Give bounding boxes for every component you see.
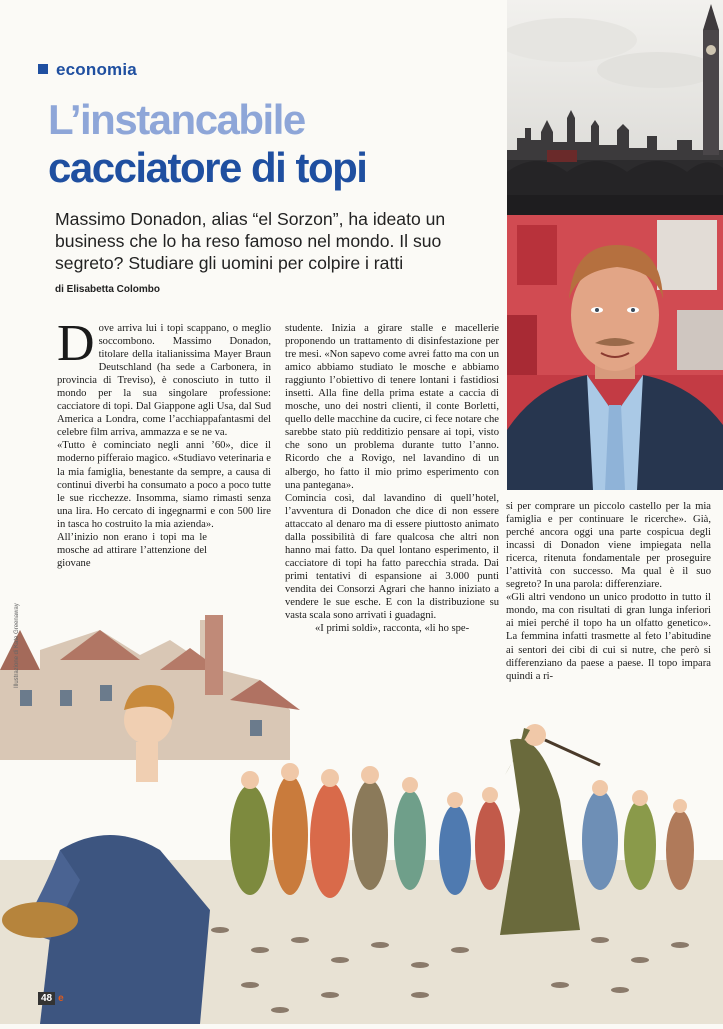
paragraph: All’inizio non erano i topi ma le mosche ad attirare l’attenzione del giovane <box>57 531 207 569</box>
body-column-2 <box>285 322 499 635</box>
body-column-1 <box>57 315 271 570</box>
paragraph: Dove arriva lui i topi scappano, o meglio soccombono. Massimo Donadon, titolare della italianissima Mayer Braun Deutschland (ha sede a Carbonera, in provincia di Treviso), è conosciuto in tutto il mondo per la sua singolare professione: cacciatore di topi. Dal Giappone agli Usa, dal Sud America a Londra, come l’acchiappafantasmi del celebre film arriva, ammazza e se ne va. <box>57 315 271 439</box>
london-skyline-photo <box>507 0 723 215</box>
section-label <box>38 60 137 80</box>
square-bullet-icon <box>38 64 48 74</box>
body-column-3 <box>506 500 711 683</box>
donadon-portrait-photo <box>507 215 723 490</box>
page-folio <box>38 992 64 1005</box>
illustration-credit-text: Illustrazione di Kate Greenaway <box>14 603 20 688</box>
section-label-text: economia <box>56 60 137 79</box>
title-line-2: cacciatore di topi <box>48 144 367 191</box>
magazine-mark: e <box>58 993 64 1004</box>
paragraph: studente. Inizia a girare stalle e macellerie proponendo un trattamento di disinfestazione per tre mesi. «Non sapevo come avrei fatto ma con un amico abbiamo studiato le mosche e abbiamo raggiunto l’obiettivo di tenere lontani i fastidiosi insetti. Alla fine della prima estate a caccia di mosche, uno dei nostri clienti, il conte Borletti, quello delle macchine da cucire, ci fece notare che sarebbe stato più redditizio pensare ai topi, visto che sono un problema durante tutto l’anno. Ricordo che a Rovigo, nel lavandino di un albergo, ho fatto il mio primo esperimento con una pantegana». <box>285 323 499 491</box>
drop-cap: D <box>57 315 95 372</box>
byline: di Elisabetta Colombo <box>55 284 161 295</box>
article-title <box>48 96 518 192</box>
paragraph: «Gli altri vendono un unico prodotto in tutto il mondo, ma con risultati di gran lunga inferiori ai miei perché il topo ha un olfatto genetico». La femmina infatti trasmette al feto l’abitudine ai sentori dei cibi di cui si nutre, che però si differenziano da paese a paese. Il topo impara quindi a ri- <box>506 592 711 682</box>
title-line-1: L’instancabile <box>48 96 305 143</box>
article-deck: Massimo Donadon, alias “el Sorzon”, ha ideato un business che lo ha reso famoso nel mondo. Il suo segreto? Studiare gli uomini per colpire i ratti <box>55 209 446 273</box>
paragraph: Comincia così, dal lavandino di quell’hotel, l’avventura di Donadon che dice di non essere attaccato al denaro ma di essere piuttosto animato dalla possibilità di fare qualcosa che altri non hanno mai fatto. Da quel lontano esperimento, il cacciatore di topi ha fatto parecchia strada. Dai primi tentativi di espansione ai 3.000 punti vendita dei Consorzi Agrari che hanno iniziato a vendere le sue esche. E con la distribuzione su vasta scala sono arrivati i guadagni. <box>285 492 499 622</box>
illustration-credit <box>14 520 26 690</box>
page-number: 48 <box>38 992 55 1005</box>
paragraph: «Tutto è cominciato negli anni ’60», dice il moderno pifferaio magico. «Studiavo veterinaria e la mia famiglia, benestante da sempre, a causa di continui diverbi ha consumato a poco a poco tutte le sue ricchezze. Insomma, siamo rimasti senza una lira. Ho cercato di ingegnarmi e con 500 lire in tasca ho costruito la mia azienda». <box>57 440 271 530</box>
paragraph: «I primi soldi», racconta, «li ho spe- <box>315 623 470 635</box>
paragraph: si per comprare un piccolo castello per la mia famiglia e per continuare le ricerche». Già, perché ancora oggi una parte cospicua degli incassi di Donadon viene impiegata nella ricerca, ritenuta fondamentale per proseguire l’attività con successo. Ma qual è il suo segreto? In una parola: differenziare. <box>506 501 711 591</box>
